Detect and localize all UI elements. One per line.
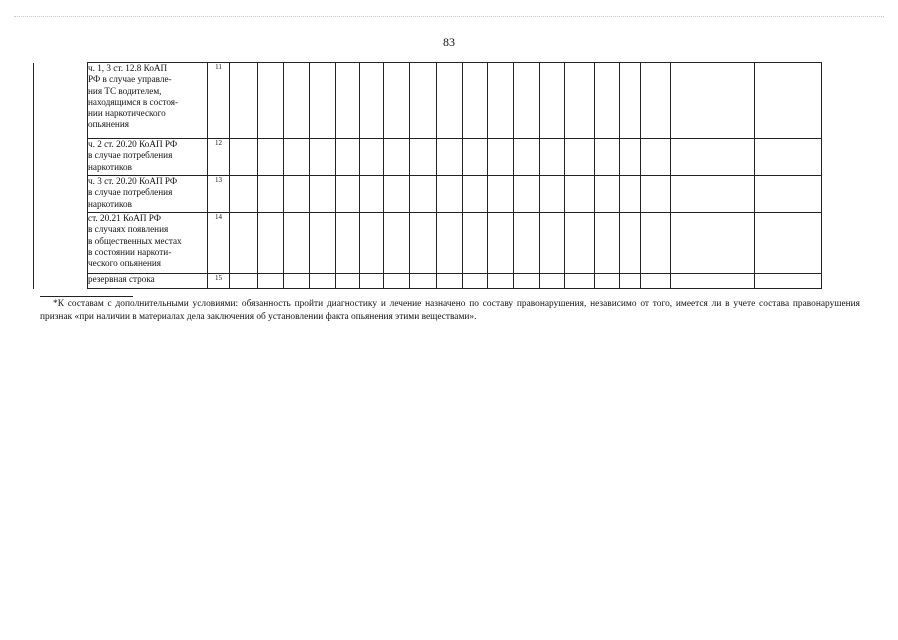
- empty-cell: [620, 176, 641, 213]
- empty-cell: [620, 213, 641, 274]
- empty-cell: [384, 213, 410, 274]
- empty-cell: [310, 213, 336, 274]
- empty-cell: [488, 274, 514, 289]
- empty-cell: [437, 274, 463, 289]
- row-description-line: ст. 20.21 КоАП РФ: [88, 213, 162, 223]
- empty-cell: [310, 176, 336, 213]
- row-description-line: находящимся в состоя-: [88, 96, 179, 107]
- empty-cell: [437, 139, 463, 176]
- row-description-line: в состоянии наркоти-: [88, 246, 172, 257]
- empty-cell: [514, 139, 540, 176]
- empty-cell: [463, 139, 488, 176]
- empty-cell: [336, 213, 360, 274]
- empty-cell: [336, 274, 360, 289]
- empty-cell: [540, 274, 565, 289]
- empty-cell: [595, 213, 620, 274]
- row-description: [88, 63, 208, 139]
- empty-cell: [437, 176, 463, 213]
- row-description-line: нии наркотического: [88, 108, 166, 119]
- empty-cell: [620, 63, 641, 139]
- empty-cell: [360, 63, 384, 139]
- row-description-line: ч. 2 ст. 20.20 КоАП РФ: [88, 139, 178, 149]
- row-description-line: ч. 1, 3 ст. 12.8 КоАП: [88, 63, 168, 73]
- empty-cell: [595, 274, 620, 289]
- empty-cell: [410, 139, 437, 176]
- empty-cell: [488, 213, 514, 274]
- empty-cell: [310, 63, 336, 139]
- empty-cell: [384, 139, 410, 176]
- empty-cell: [230, 176, 258, 213]
- empty-cell: [463, 274, 488, 289]
- empty-cell: [755, 63, 822, 139]
- empty-cell: [595, 139, 620, 176]
- row-description-line: опьянения: [88, 119, 129, 130]
- empty-cell: [384, 274, 410, 289]
- row-description-line: в случаях появления: [88, 224, 169, 235]
- table-row: [34, 274, 822, 289]
- empty-cell: [360, 139, 384, 176]
- empty-cell: [641, 274, 671, 289]
- row-description-line: резервная строка: [88, 274, 155, 284]
- empty-cell: [230, 63, 258, 139]
- empty-cell: [410, 213, 437, 274]
- empty-cell: [336, 176, 360, 213]
- row-description: [88, 139, 208, 176]
- empty-cell: [514, 213, 540, 274]
- footnote-text: *К составам с дополнительными условиями: обязанность пройти диагностику и лечение назначено по составу правонарушения, независимо от того, имеется ли в учете состава правонарушения признак «при наличии в материалах дела заключения об установлении факта опьянения этими веществами».: [40, 299, 860, 322]
- empty-cell: [310, 139, 336, 176]
- empty-cell: [230, 274, 258, 289]
- row-number: 12: [208, 139, 230, 176]
- empty-cell: [463, 213, 488, 274]
- empty-cell: [565, 63, 595, 139]
- empty-cell: [488, 139, 514, 176]
- empty-cell: [360, 274, 384, 289]
- empty-cell: [384, 63, 410, 139]
- empty-cell: [671, 63, 755, 139]
- empty-cell: [336, 139, 360, 176]
- empty-cell: [641, 213, 671, 274]
- empty-cell: [258, 63, 284, 139]
- empty-cell: [258, 139, 284, 176]
- row-description-line: ния ТС водителем,: [88, 85, 162, 96]
- row-description-line: в случае потребления: [88, 187, 173, 198]
- row-number: 13: [208, 176, 230, 213]
- empty-cell: [284, 274, 310, 289]
- empty-cell: [230, 139, 258, 176]
- empty-cell: [641, 63, 671, 139]
- empty-cell: [488, 176, 514, 213]
- empty-cell: [258, 213, 284, 274]
- empty-cell: [595, 63, 620, 139]
- empty-cell: [230, 213, 258, 274]
- empty-cell: [410, 176, 437, 213]
- empty-cell: [463, 63, 488, 139]
- empty-cell: [384, 176, 410, 213]
- empty-cell: [540, 213, 565, 274]
- empty-cell: [620, 139, 641, 176]
- empty-cell: [410, 63, 437, 139]
- empty-cell: [641, 139, 671, 176]
- row-description-line: ческого опьянения: [88, 258, 162, 269]
- empty-cell: [565, 176, 595, 213]
- empty-cell: [360, 213, 384, 274]
- empty-cell: [671, 213, 755, 274]
- row-description-line: наркотиков: [88, 161, 132, 172]
- empty-cell: [284, 213, 310, 274]
- page-number: 83: [443, 35, 455, 49]
- empty-cell: [565, 139, 595, 176]
- data-table: [33, 62, 822, 289]
- empty-cell: [540, 63, 565, 139]
- empty-cell: [755, 213, 822, 274]
- empty-cell: [755, 139, 822, 176]
- empty-cell: [641, 176, 671, 213]
- empty-cell: [514, 274, 540, 289]
- empty-cell: [437, 213, 463, 274]
- empty-cell: [410, 274, 437, 289]
- row-description: [88, 274, 208, 289]
- empty-cell: [360, 176, 384, 213]
- empty-cell: [488, 63, 514, 139]
- empty-cell: [755, 176, 822, 213]
- empty-cell: [540, 176, 565, 213]
- table-row: [34, 176, 822, 213]
- empty-cell: [620, 274, 641, 289]
- table-row: [34, 63, 822, 139]
- empty-cell: [565, 274, 595, 289]
- empty-cell: [310, 274, 336, 289]
- footnote-separator: [40, 296, 133, 297]
- empty-cell: [755, 274, 822, 289]
- row-description-line: в общественных местах: [88, 235, 182, 246]
- empty-cell: [284, 139, 310, 176]
- lead-column-cell: [34, 63, 88, 289]
- row-description-line: наркотиков: [88, 198, 132, 209]
- empty-cell: [336, 63, 360, 139]
- empty-cell: [514, 63, 540, 139]
- row-description-line: ч. 3 ст. 20.20 КоАП РФ: [88, 176, 178, 186]
- empty-cell: [671, 139, 755, 176]
- row-number: 11: [208, 63, 230, 139]
- empty-cell: [565, 213, 595, 274]
- empty-cell: [671, 176, 755, 213]
- scan-edge-noise: [14, 16, 884, 17]
- empty-cell: [540, 139, 565, 176]
- empty-cell: [463, 176, 488, 213]
- table-row: [34, 213, 822, 274]
- empty-cell: [437, 63, 463, 139]
- empty-cell: [258, 274, 284, 289]
- empty-cell: [284, 63, 310, 139]
- empty-cell: [258, 176, 284, 213]
- row-description-line: в случае потребления: [88, 150, 173, 161]
- empty-cell: [671, 274, 755, 289]
- table-row: [34, 139, 822, 176]
- empty-cell: [595, 176, 620, 213]
- row-description: [88, 176, 208, 213]
- row-description: [88, 213, 208, 274]
- row-number: 15: [208, 274, 230, 289]
- row-description-line: РФ в случае управле-: [88, 74, 172, 85]
- row-number: 14: [208, 213, 230, 274]
- empty-cell: [514, 176, 540, 213]
- empty-cell: [284, 176, 310, 213]
